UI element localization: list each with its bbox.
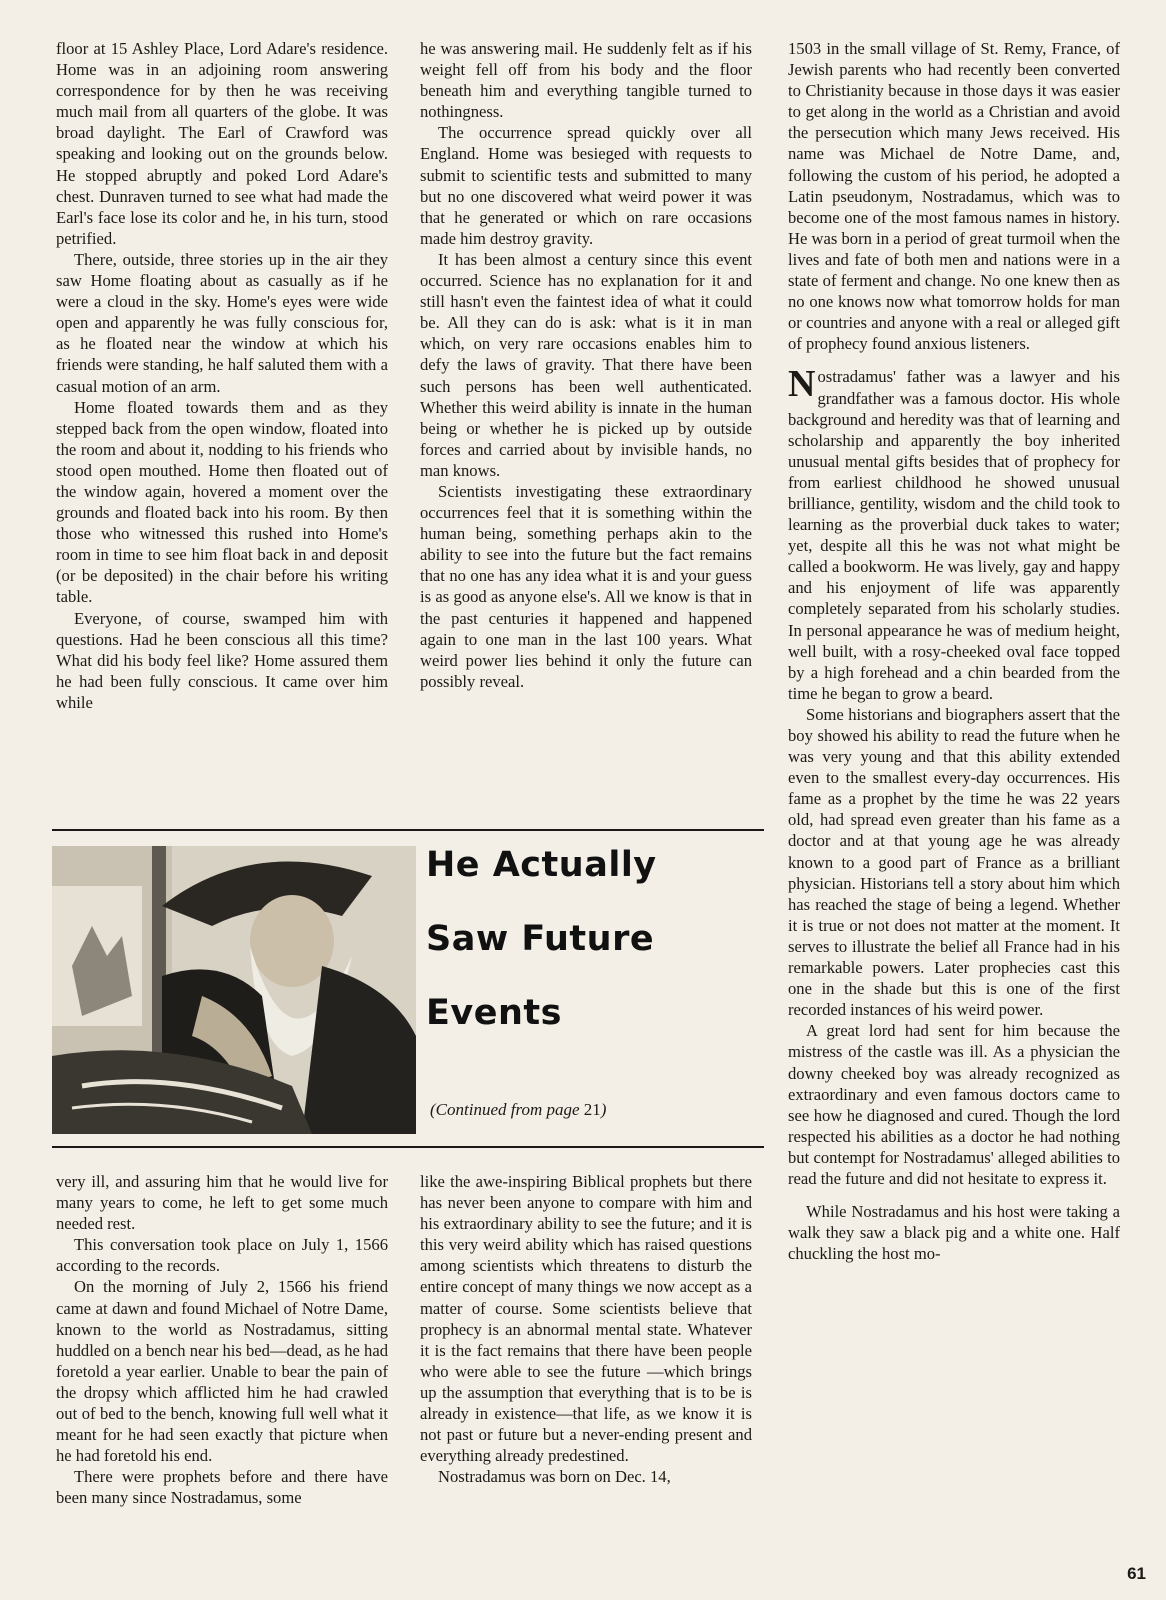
paragraph: like the awe-inspiring Biblical prophets but there has never been anyone to compare with him and his extraordinary ability to see the future; and it is this very weird ability which has raised questions among scientists which threatens to disturb the entire concept of many things we now accept as a matter of course. Some scientists believe that prophecy is an abnormal mental state. Whatever it is the fact remains that there have been people who were able to see the future —which brings up the assumption that everything that is to be is already in existence—that life, as we know it is not past or future but a never-ending present and everything already predestined. (420, 1172, 752, 1466)
paragraph: A great lord had sent for him because the mistress of the castle was ill. As a physician the downy cheeked boy was already recognized as extraordinary and even famous doctors came to see how he diagnosed and cured. Though the lord respected his abilities as a doctor he had nothing but contempt for Nostradamus' alleged abilities to read the future and did not hesitate to express it. (788, 1021, 1120, 1188)
paragraph: Home floated towards them and as they stepped back from the open window, floated into the room and about it, nodding to his friends who stood open mouthed. Home then floated out of the window again, hovered a moment over the grounds and floated back into his room. By then those who witnessed this rushed into Home's room in time to see him float back in and deposit (or be deposited) in the chair before his writing table. (56, 397, 388, 607)
paragraph-dropcap (788, 363, 1120, 704)
upper-middle-column (420, 38, 752, 692)
paragraph: 1503 in the small village of St. Remy, France, of Jewish parents who had recently been converted to Christianity because in those days it was easier to get along in the world as a Christian and avoid the persecution which many Jews received. His name was Michael de Notre Dame, and, following the custom of his period, he adopted a Latin pseudonym, Nostradamus, which was to become one of the most famous names in history. He was born in a period of great turmoil when the lives and fate of both men and nations were in a state of ferment and change. No one knew then as no one knows now what tomorrow holds for man or countries and anyone with a real or alleged gift of prophecy found anxious listeners. (788, 39, 1120, 354)
lower-middle-column (420, 1171, 752, 1487)
lower-left-column (56, 1171, 388, 1509)
headline-line: Events (426, 993, 562, 1033)
paragraph: floor at 15 Ashley Place, Lord Adare's residence. Home was in an adjoining room answering correspondence for by then he was receiving much mail from all quarters of the globe. It was broad daylight. The Earl of Crawford was speaking and looking out on the grounds below. He stopped abruptly and poked Lord Adare's chest. Dunraven turned to see what had made the Earl's face lose its color and he, in his turn, stood petrified. (56, 39, 388, 248)
paragraph: he was answering mail. He suddenly felt as if his weight fell off from his body and the floor beneath him and everything tangible turned to nothingness. (420, 39, 752, 122)
headline-line: He Actually (426, 845, 657, 885)
drop-cap: N (788, 363, 816, 406)
upper-left-column (56, 38, 388, 713)
portrait-image-icon (52, 846, 416, 1134)
bottom-rule (52, 1146, 764, 1148)
continued-page: 21 (583, 1100, 601, 1119)
paragraph: While Nostradamus and his host were taking a walk they saw a black pig and a white one. Half chuckling the host mo- (788, 1202, 1120, 1264)
right-column (788, 38, 1120, 1264)
article-headline (426, 845, 657, 1072)
continued-note: (Continued from page 21) (430, 1100, 607, 1119)
paragraph: Everyone, of course, swamped him with questions. Had he been conscious all this time? What did his body feel like? Home assured them he had been fully conscious. It came over him while (56, 608, 388, 712)
paragraph: Scientists investigating these extraordinary occurrences feel that it is something within the human being, something perhaps akin to the ability to see into the future but the fact remains that no one has any idea what it is and your guess is as good as anyone else's. All we know is that in the past centuries it happened and happened again to one man in the last 100 years. What weird power lies behind it only the future can possibly reveal. (420, 481, 752, 691)
paragraph: Some historians and biographers assert that the boy showed his ability to read the future when he was very young and that this ability extended even to the smallest every-day occurrences. His fame as a prophet by the time he was 22 years old, had spread even greater than his fame as a doctor and at that young age he was already known to a good part of France as a brilliant physician. Historians tell a story about him which has reached the stage of being a legend. Whether it is true or not does not matter at the moment. It serves to illustrate the belief all France had in his remarkable powers. Later prophecies cast this one in the shade but this is one of the first recorded instances of his weird power. (788, 704, 1120, 1020)
paragraph: The occurrence spread quickly over all England. Home was besieged with requests to submit to scientific tests and submitted to many but no one discovered what weird power it was that he generated or which on rare occasions made him destroy gravity. (420, 123, 752, 248)
paragraph: It has been almost a century since this event occurred. Science has no explanation for it and still hasn't even the faintest idea of what it could be. All they can do is ask: what is it in man which, on very rare occasions enables him to defy the laws of gravity. That there have been such persons has been well authenticated. Whether this weird ability is innate in the human being or whether he is picked up by outside forces and carried about by invisible hands, no man knows. (420, 249, 752, 480)
top-rule (52, 829, 764, 831)
headline-line: Saw Future (426, 919, 655, 959)
paragraph: There, outside, three stories up in the air they saw Home floating about as casually as if he were a cloud in the sky. Home's eyes were wide open and apparently he was fully conscious for, as he floated near the window at which his friends were standing, he half saluted them with a casual motion of an arm. (56, 249, 388, 396)
continued-text: Continued from page (435, 1100, 580, 1119)
paragraph: very ill, and assuring him that he would live for many years to come, he left to get some much needed rest. (56, 1172, 388, 1234)
dropcap-paragraph-text: ostradamus' father was a lawyer and his grandfather was a famous doctor. His whole background and heredity was that of learning and scholarship and apparently the boy inherited unusual mental gifts besides that of prophecy for from earliest childhood he showed unusual brilliance, gentility, wisdom and the child took to learning as the proverbial duck takes to water; yet, despite all this he was not what might be called a bookworm. He was lively, gay and happy and his enjoyment of life was apparently completely separated from his scholarly studies. In personal appearance he was of medium height, well built, with a rosy-cheeked oval face topped by a high forehead and a chin bearded from the time he began to grow a beard. (788, 367, 1120, 703)
page-number: 61 (1127, 1564, 1146, 1583)
nostradamus-illustration (52, 846, 416, 1134)
paragraph: Nostradamus was born on Dec. 14, (438, 1467, 671, 1487)
paragraph: This conversation took place on July 1, 1566 according to the records. (56, 1235, 388, 1276)
paragraph: There were prophets before and there have been many since Nostradamus, some (56, 1467, 388, 1508)
paragraph: On the morning of July 2, 1566 his friend came at dawn and found Michael of Notre Dame, known to the world as Nostradamus, sitting huddled on a bench near his bed—dead, as he had foretold a year earlier. Unable to bear the pain of the dropsy which afflicted him he had crawled out of bed to the bench, knowing full well what it meant for he had seen exactly that picture when he had foretold his end. (56, 1277, 388, 1466)
